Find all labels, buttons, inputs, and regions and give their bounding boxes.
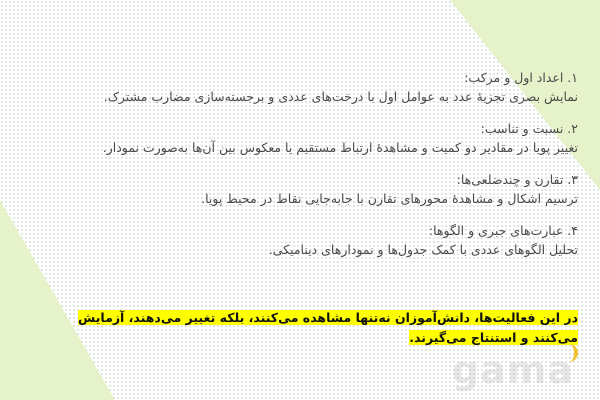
highlighted-summary <box>48 308 578 348</box>
item-title: ۲. نسبت و تناسب: <box>480 121 578 136</box>
item-title: ۳. تقارن و چندضلعی‌ها: <box>456 172 578 187</box>
item-description: تحلیل الگوهای عددی با کمک جدول‌ها و نمودارهای دینامیکی. <box>268 242 578 257</box>
list-item <box>58 119 578 157</box>
list-item <box>58 170 578 208</box>
list-item <box>58 68 578 106</box>
item-list <box>58 68 578 272</box>
item-description: ترسیم اشکال و مشاهدهٔ محورهای تقارن با جابه‌جایی نقاط در محیط پویا. <box>201 191 578 206</box>
highlighted-summary-text: در این فعالیت‌ها، دانش‌آموزان نه‌تنها مشاهده می‌کنند، بلکه تغییر می‌دهند، آزمایش می‌کنند و استنتاج می‌گیرند. <box>78 310 578 345</box>
item-description: تغییر پویا در مقادیر دو کمیت و مشاهدهٔ ارتباط مستقیم یا معکوس بین آن‌ها به‌صورت نمودار. <box>102 140 578 155</box>
item-title: ۱. اعداد اول و مرکب: <box>464 70 578 85</box>
watermark-logo: gama <box>451 348 574 392</box>
item-description: نمایش بصری تجزیهٔ عدد به عوامل اول با درخت‌های عددی و برجسته‌سازی مضارب مشترک. <box>103 89 578 104</box>
item-title: ۴. عبارت‌های جبری و الگوها: <box>428 223 578 238</box>
list-item <box>58 221 578 259</box>
